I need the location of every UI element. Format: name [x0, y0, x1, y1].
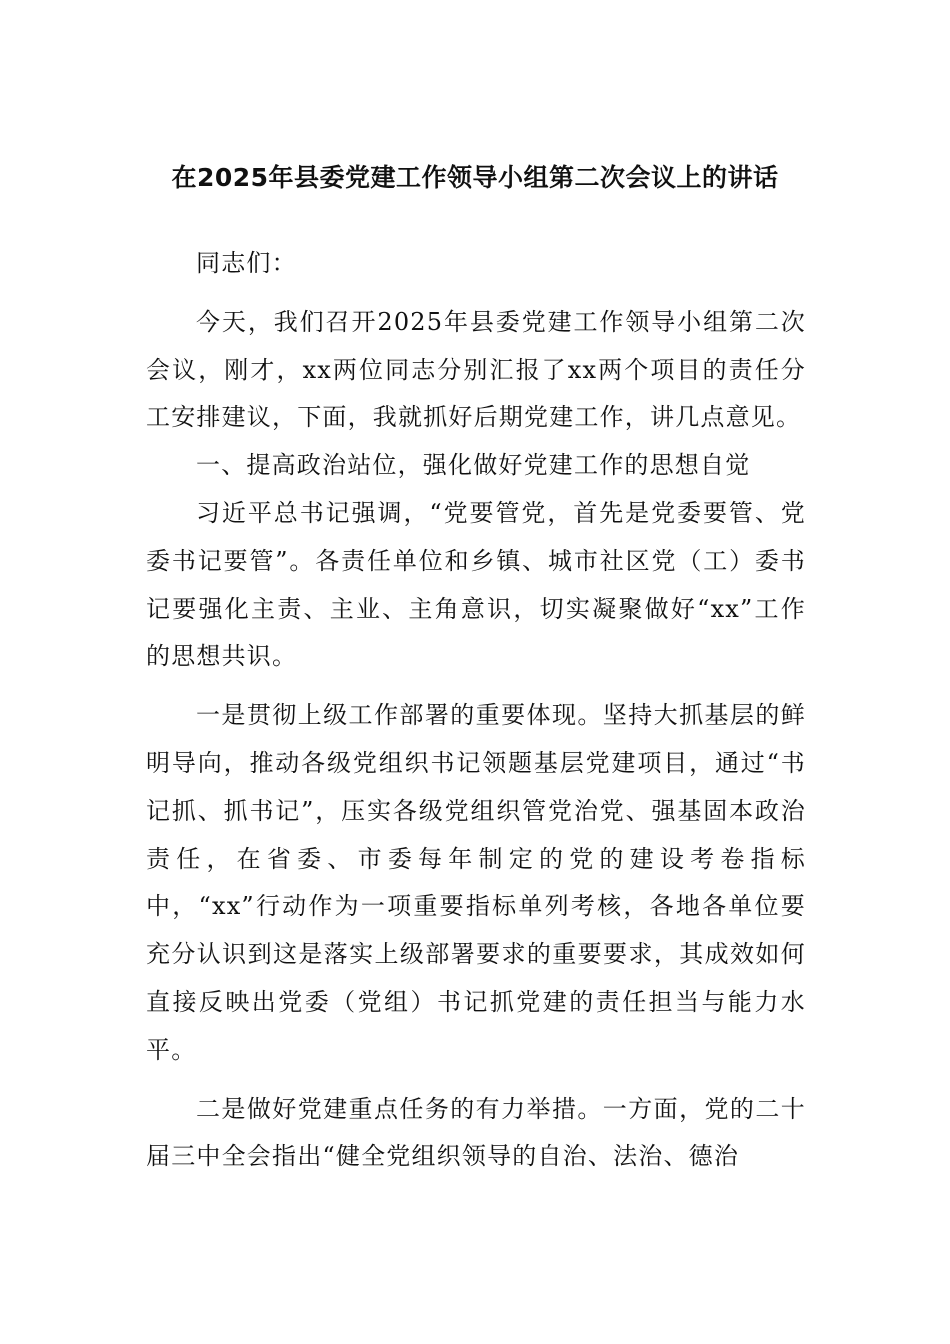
document-title: 在2025年县委党建工作领导小组第二次会议上的讲话: [171, 163, 779, 192]
paragraph-intro: 今天，我们召开2025年县委党建工作领导小组第二次会议，刚才，xx两位同志分别汇报了xx两个项目的责任分工安排建议，下面，我就抓好后期党建工作，讲几点意见。: [146, 307, 806, 432]
paragraph-point-1: 一是贯彻上级工作部署的重要体现。坚持大抓基层的鲜明导向，推动各级党组织书记领题基层党建项目，通过“书记抓、抓书记”，压实各级党组织管党治党、强基固本政治责任，在省委、市委每年制定的党的建设考卷指标中，“xx”行动作为一项重要指标单列考核，各地各单位要充分认识到这是落实上级部署要求的重要要求，其成效如何直接反映出党委（党组）书记抓党建的责任担当与能力水平。: [146, 701, 806, 1064]
paragraph-point-2: 二是做好党建重点任务的有力举措。一方面，党的二十届三中全会指出“健全党组织领导的自治、法治、德治: [146, 1094, 806, 1171]
document-body: [146, 240, 806, 1181]
paragraph-quote: 习近平总书记强调，“党要管党，首先是党委要管、党委书记要管”。各责任单位和乡镇、城市社区党（工）委书记要强化主责、主业、主角意识，切实凝聚做好“xx”工作的思想共识。: [146, 498, 806, 671]
salutation: 同志们：: [196, 249, 297, 277]
section-heading-1: 一、提高政治站位，强化做好党建工作的思想自觉: [196, 451, 751, 480]
